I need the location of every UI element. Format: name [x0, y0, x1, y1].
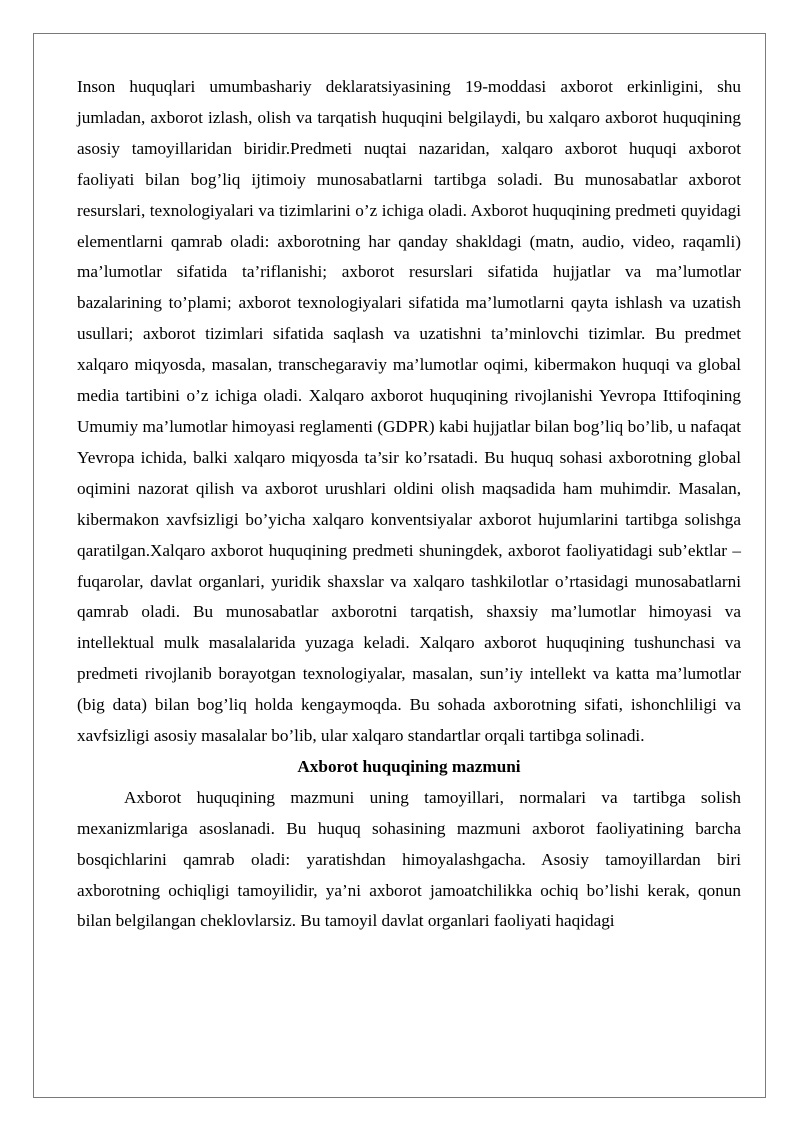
body-paragraph-2: Axborot huquqining mazmuni uning tamoyillari, normalari va tartibga solish mexanizmlariga asoslanadi. Bu huquq sohasining mazmuni axborot faoliyatining barcha bosqichlarini qamrab oladi: yaratishdan himoyalashgacha. Asosiy tamoyillardan biri axborotning ochiqligi tamoyilidir, ya’ni axborot jamoatchilikka ochiq bo’lishi kerak, qonun bilan belgilangan cheklovlarsiz. Bu tamoyil davlat organlari faoliyati haqidagi	[77, 787, 741, 931]
section-heading: Axborot huquqining mazmuni	[297, 756, 521, 776]
document-body	[77, 72, 741, 937]
body-paragraph-1: Inson huquqlari umumbashariy deklaratsiyasining 19-moddasi axborot erkinligini, shu jumladan, axborot izlash, olish va tarqatish huquqini belgilaydi, bu xalqaro axborot huquqining asosiy tamoyillaridan biridir.Predmeti nuqtai nazaridan, xalqaro axborot huquqi axborot faoliyati bilan bog’liq ijtimoiy munosabatlarni tartibga soladi. Bu munosabatlar axborot resurslari, texnologiyalari va tizimlarini o’z ichiga oladi. Axborot huquqining predmeti quyidagi elementlarni qamrab oladi: axborotning har qanday shakldagi (matn, audio, video, raqamli) ma’lumotlar sifatida ta’riflanishi; axborot resurslari sifatida hujjatlar va ma’lumotlar bazalarining to’plami; axborot texnologiyalari sifatida ma’lumotlarni qayta ishlash va uzatish usullari; axborot tizimlari sifatida saqlash va uzatishni ta’minlovchi tizimlar. Bu predmet xalqaro miqyosda, masalan, transchegaraviy ma’lumotlar oqimi, kibermakon huquqi va global media tartibini o’z ichiga oladi. Xalqaro axborot huquqining rivojlanishi Yevropa Ittifoqining Umumiy ma’lumotlar himoyasi reglamenti (GDPR) kabi hujjatlar bilan bog’liq bo’lib, u nafaqat Yevropa ichida, balki xalqaro miqyosda ta’sir ko’rsatadi. Bu huquq sohasi axborotning global oqimini nazorat qilish va axborot urushlari oldini olish maqsadida ham muhimdir. Masalan, kibermakon xavfsizligi bo’yicha xalqaro konventsiyalar axborot hujumlarini tartibga solishga qaratilgan.Xalqaro axborot huquqining predmeti shuningdek, axborot faoliyatidagi sub’ektlar – fuqarolar, davlat organlari, yuridik shaxslar va xalqaro tashkilotlar o’rtasidagi munosabatlarni qamrab oladi. Bu munosabatlar axborotni tarqatish, shaxsiy ma’lumotlar himoyasi va intellektual mulk masalalarida yuzaga keladi. Xalqaro axborot huquqining tushunchasi va predmeti rivojlanib borayotgan texnologiyalar, masalan, sun’iy intellekt va katta ma’lumotlar (big data) bilan bog’liq holda kengaymoqda. Bu sohada axborotning sifati, ishonchliligi va xavfsizligi asosiy masalalar bo’lib, ular xalqaro standartlar orqali tartibga solinadi.	[77, 77, 741, 746]
